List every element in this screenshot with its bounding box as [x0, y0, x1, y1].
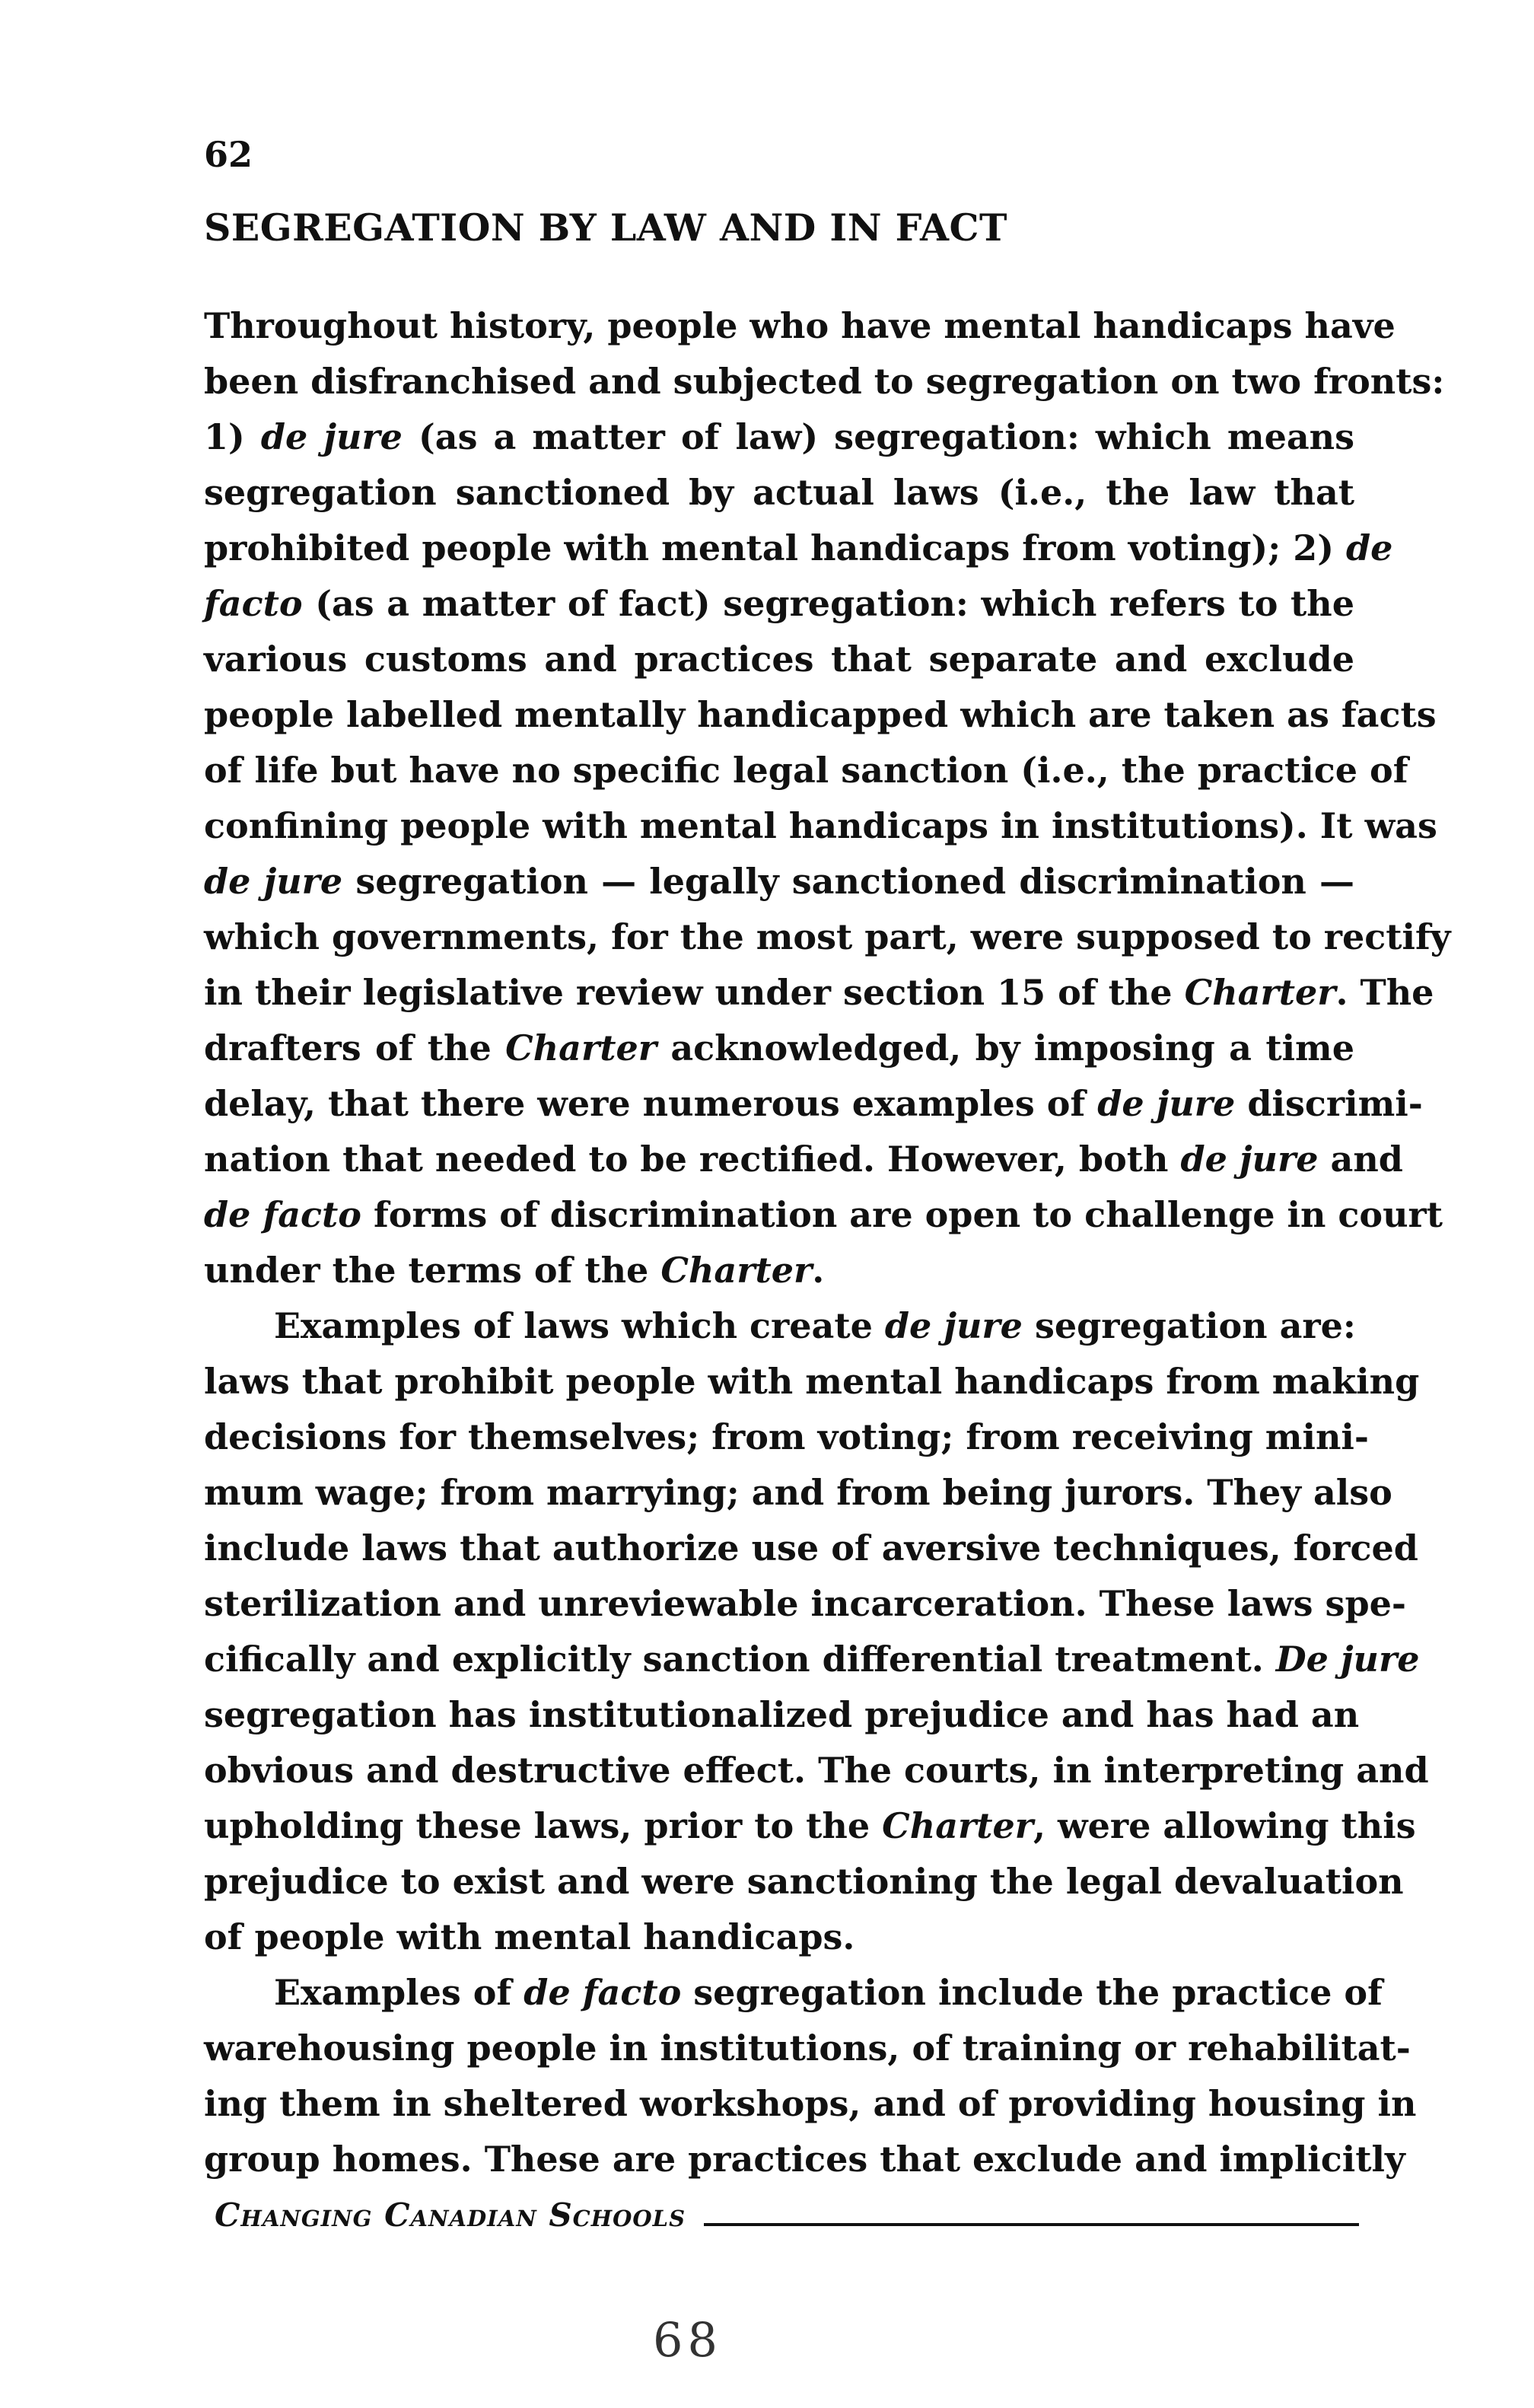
italic-term: Charter: [505, 1027, 657, 1069]
text-run: been disfranchised and subjected to segregation on two fronts:: [204, 361, 1445, 402]
text-line: [204, 854, 1354, 909]
text-run: people labelled mentally handicapped which are taken as facts: [204, 694, 1437, 735]
text-run: prejudice to exist and were sanctioning the legal devaluation: [204, 1861, 1404, 1902]
text-run: under the terms of the: [204, 1250, 661, 1291]
text-run: segregation are:: [1022, 1305, 1356, 1346]
text-line: [204, 465, 1354, 521]
text-line: [204, 909, 1451, 965]
text-line: [204, 298, 1396, 354]
text-run: 1): [204, 416, 261, 457]
text-line: [204, 1021, 1354, 1076]
folio-number: 68: [653, 2312, 722, 2368]
text-run: laws that prohibit people with mental handicaps from making: [204, 1361, 1420, 1402]
text-run: cifically and explicitly sanction differential treatment.: [204, 1639, 1276, 1680]
text-run: discrimi-: [1235, 1083, 1423, 1124]
text-line: [204, 521, 1393, 576]
italic-term: Charter: [882, 1805, 1033, 1846]
text-run: segregation include the practice of: [681, 1972, 1383, 2013]
italic-term: de jure: [204, 861, 343, 902]
footer-rule: [704, 2223, 1359, 2226]
text-run: and: [1318, 1139, 1403, 1180]
text-run: Throughout history, people who have mental handicaps have: [204, 305, 1396, 346]
section-heading: SEGREGATION BY LAW AND IN FACT: [204, 205, 1007, 250]
text-run: segregation sanctioned by actual laws (i.e., the law that: [204, 472, 1354, 513]
text-run: ing them in sheltered workshops, and of providing housing in: [204, 2083, 1417, 2124]
text-line: [204, 1243, 1354, 1298]
text-run: forms of discrimination are open to challenge in court: [361, 1194, 1443, 1235]
text-line: [204, 1798, 1416, 1854]
italic-term: Charter: [1184, 972, 1336, 1013]
text-run: confining people with mental handicaps in institutions). It was: [204, 805, 1437, 846]
text-run: which governments, for the most part, were supposed to rectify: [204, 916, 1451, 957]
text-line: [204, 965, 1434, 1021]
text-run: in their legislative review under section 15 of the: [204, 972, 1185, 1013]
text-run: decisions for themselves; from voting; from receiving mini-: [204, 1416, 1369, 1457]
text-line: [204, 354, 1445, 409]
italic-term: facto: [204, 583, 303, 624]
text-run: segregation has institutionalized prejudice and has had an: [204, 1694, 1360, 1735]
text-line: [204, 2021, 1411, 2076]
text-run: segregation — legally sanctioned discrimination —: [342, 861, 1354, 902]
text-run: warehousing people in institutions, of training or rehabilitat-: [204, 2027, 1411, 2069]
italic-term: de: [1345, 527, 1393, 569]
text-line: [204, 2132, 1405, 2187]
italic-term: de facto: [524, 1972, 682, 2013]
text-run: Examples of laws which create: [274, 1305, 885, 1346]
italic-term: Charter: [660, 1250, 813, 1291]
italic-term: de facto: [204, 1194, 361, 1235]
text-line: [204, 576, 1354, 632]
text-line: [204, 2076, 1417, 2132]
text-run: (as a matter of law) segregation: which means: [402, 416, 1354, 457]
text-line: [204, 1687, 1360, 1743]
text-run: obvious and destructive effect. The courts, in interpreting and: [204, 1750, 1429, 1791]
text-run: . The: [1335, 972, 1434, 1013]
text-run: mum wage; from marrying; and from being jurors. They also: [204, 1472, 1392, 1513]
text-run: include laws that authorize use of aversive techniques, forced: [204, 1527, 1418, 1569]
text-line: [204, 1187, 1443, 1243]
text-run: acknowledged, by imposing a time: [656, 1027, 1354, 1069]
text-line: [204, 1465, 1392, 1521]
text-line: [204, 1632, 1420, 1687]
italic-term: de jure: [260, 416, 403, 457]
text-line: [204, 798, 1437, 854]
text-line: [204, 1743, 1429, 1798]
running-footer: [215, 2196, 1359, 2234]
italic-term: de jure: [1097, 1083, 1236, 1124]
text-run: upholding these laws, prior to the: [204, 1805, 883, 1846]
text-line: [204, 1409, 1369, 1465]
text-run: of life but have no specific legal sanction (i.e., the practice of: [204, 750, 1408, 791]
text-line: [204, 1854, 1404, 1910]
text-line: [204, 1132, 1403, 1187]
text-line: [204, 1910, 1354, 1965]
italic-term: de jure: [1180, 1139, 1319, 1180]
book-title: Changing Canadian Schools: [215, 2196, 686, 2234]
text-line: [204, 1076, 1423, 1132]
text-line: [204, 1965, 1383, 2021]
text-run: nation that needed to be rectified. However, both: [204, 1139, 1181, 1180]
text-run: (as a matter of fact) segregation: which refers to the: [302, 583, 1354, 624]
text-run: .: [812, 1250, 825, 1291]
text-run: , were allowing this: [1033, 1805, 1416, 1846]
text-line: [204, 409, 1354, 465]
text-run: drafters of the: [204, 1027, 506, 1069]
text-line: [204, 1298, 1354, 1354]
text-run: sterilization and unreviewable incarceration. These laws spe-: [204, 1583, 1406, 1624]
page-number: 62: [204, 134, 253, 175]
text-line: [204, 687, 1437, 743]
text-line: [204, 632, 1354, 687]
text-line: [204, 1354, 1420, 1409]
text-line: [204, 1576, 1406, 1632]
text-run: delay, that there were numerous examples of: [204, 1083, 1098, 1124]
italic-term: de jure: [884, 1305, 1023, 1346]
italic-term: De jure: [1275, 1639, 1420, 1680]
text-line: [204, 743, 1408, 798]
text-run: Examples of: [274, 1972, 524, 2013]
text-run: various customs and practices that separate and exclude: [204, 639, 1354, 680]
body-text: [204, 298, 1451, 2187]
text-run: of people with mental handicaps.: [204, 1916, 855, 1957]
text-run: prohibited people with mental handicaps from voting); 2): [204, 527, 1346, 569]
text-line: [204, 1521, 1418, 1576]
text-run: group homes. These are practices that exclude and implicitly: [204, 2139, 1405, 2180]
